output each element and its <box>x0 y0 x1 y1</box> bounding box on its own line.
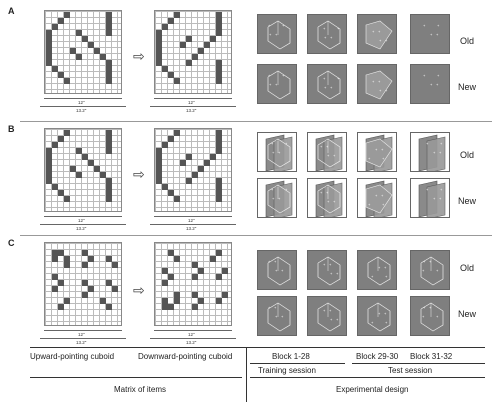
svg-text:+: + <box>275 314 278 319</box>
svg-text:+: + <box>385 88 388 93</box>
matrix-cell <box>82 262 88 268</box>
svg-text:+: + <box>436 314 439 319</box>
svg-text:+: + <box>330 271 333 276</box>
dimension-line <box>150 224 236 225</box>
stimulus-thumbnail <box>257 178 297 218</box>
svg-text:+: + <box>381 193 384 198</box>
matrix-cell <box>216 12 222 18</box>
row-label-old-c: Old <box>460 263 475 273</box>
matrix-cell <box>156 172 162 178</box>
dimension-label-outer: 13.2" <box>76 226 87 231</box>
arrow-c: ⇨ <box>133 282 145 298</box>
matrix-cell <box>216 196 222 202</box>
label-training-session: Training session <box>258 366 316 375</box>
matrix-cell <box>222 268 228 274</box>
stimulus-thumbnail <box>307 64 347 104</box>
bottom-rule-mid-test <box>352 363 485 364</box>
svg-text:+: + <box>337 76 340 81</box>
matrix-cell <box>156 30 162 36</box>
matrix-cell <box>216 274 222 280</box>
matrix-cell <box>174 12 180 18</box>
matrix-cell <box>216 148 222 154</box>
svg-text:+: + <box>430 32 433 37</box>
stimulus-thumbnail <box>257 296 297 336</box>
bottom-rule-lower-right <box>250 377 485 378</box>
matrix-cell <box>216 18 222 24</box>
svg-text:+: + <box>282 73 285 78</box>
matrix-cell <box>216 66 222 72</box>
matrix-cell <box>216 24 222 30</box>
svg-text:+: + <box>329 262 332 267</box>
stimulus-thumbnail <box>357 132 397 172</box>
label-block-31-32: Block 31-32 <box>410 352 453 361</box>
matrix-cell <box>186 178 192 184</box>
matrix-cell <box>174 256 180 262</box>
matrix-cell <box>64 78 70 84</box>
svg-text:+: + <box>336 271 339 276</box>
svg-text:+: + <box>274 305 277 310</box>
svg-text:+: + <box>378 265 381 270</box>
matrix-cell <box>186 154 192 160</box>
matrix-cell <box>210 256 216 262</box>
matrix-cell <box>216 184 222 190</box>
svg-text:+: + <box>371 320 374 325</box>
stimulus-thumbnail <box>257 14 297 54</box>
svg-text:+: + <box>323 76 326 81</box>
svg-text:+: + <box>382 156 385 161</box>
svg-text:+: + <box>423 259 426 264</box>
svg-text:+: + <box>371 274 374 279</box>
bottom-divider <box>246 348 247 402</box>
svg-text:+: + <box>382 202 385 207</box>
svg-text:+: + <box>439 196 442 201</box>
svg-text:+: + <box>269 32 272 37</box>
svg-text:+: + <box>323 26 326 31</box>
dimension-label-inner: 12" <box>78 218 85 223</box>
stimulus-thumbnail <box>307 14 347 54</box>
matrix-cell <box>76 172 82 178</box>
row-label-new-b: New <box>458 196 477 206</box>
matrix-cell <box>156 36 162 42</box>
item-matrix-grid <box>44 242 122 326</box>
svg-text:+: + <box>378 29 381 34</box>
svg-text:+: + <box>278 196 281 201</box>
svg-text:+: + <box>378 79 381 84</box>
stimulus-thumbnail <box>357 64 397 104</box>
dimension-label-inner: 12" <box>78 100 85 105</box>
matrix-cell <box>210 36 216 42</box>
svg-text:+: + <box>429 305 432 310</box>
svg-text:+: + <box>285 141 288 146</box>
bottom-rule-top <box>30 347 485 348</box>
matrix-cell <box>156 160 162 166</box>
stimulus-thumbnail <box>357 178 397 218</box>
label-block-1-28: Block 1-28 <box>272 352 310 361</box>
svg-text:+: + <box>426 187 429 192</box>
matrix-cell <box>156 60 162 66</box>
stimulus-thumbnail <box>410 178 450 218</box>
matrix-cell <box>88 256 94 262</box>
dimension-label-outer: 13.2" <box>76 340 87 345</box>
matrix-cell <box>186 36 192 42</box>
svg-text:+: + <box>375 193 378 198</box>
dimension-label-outer: 13.2" <box>186 226 197 231</box>
stimulus-thumbnail <box>410 296 450 336</box>
row-label-new-c: New <box>458 309 477 319</box>
panel-letter-a: A <box>8 6 15 16</box>
matrix-cell <box>174 130 180 136</box>
svg-text:+: + <box>330 317 333 322</box>
svg-text:+: + <box>324 85 327 90</box>
svg-text:+: + <box>323 262 326 267</box>
svg-text:+: + <box>275 82 278 87</box>
svg-text:+: + <box>271 141 274 146</box>
dimension-line <box>44 216 122 217</box>
matrix-cell <box>156 54 162 60</box>
matrix-cell <box>216 298 222 304</box>
matrix-cell <box>156 148 162 154</box>
matrix-cell <box>204 42 210 48</box>
matrix-cell <box>52 256 58 262</box>
svg-text:+: + <box>326 190 329 195</box>
matrix-cell <box>162 184 168 190</box>
stimulus-thumbnail <box>307 178 347 218</box>
stimulus-thumbnail <box>410 14 450 54</box>
stimulus-thumbnail <box>410 132 450 172</box>
dimension-line <box>154 216 232 217</box>
dimension-label-inner: 12" <box>188 218 195 223</box>
svg-text:+: + <box>372 29 375 34</box>
svg-text:+: + <box>375 147 378 152</box>
matrix-cell <box>168 136 174 142</box>
label-matrix-of-items: Matrix of items <box>114 385 167 394</box>
matrix-cell <box>106 78 112 84</box>
svg-text:+: + <box>271 187 274 192</box>
svg-text:+: + <box>422 314 425 319</box>
label-test-session: Test session <box>388 366 433 375</box>
bottom-rule-lower-left <box>30 377 242 378</box>
arrow-b: ⇨ <box>133 166 145 182</box>
matrix-cell <box>82 292 88 298</box>
svg-text:+: + <box>330 85 333 90</box>
stimulus-thumbnail <box>357 14 397 54</box>
matrix-cell <box>168 274 174 280</box>
matrix-cell <box>64 256 70 262</box>
matrix-cell <box>162 280 168 286</box>
dimension-label-inner: 12" <box>188 332 195 337</box>
svg-text:+: + <box>272 150 275 155</box>
matrix-cell <box>192 274 198 280</box>
label-upward-cuboid: Upward-pointing cuboid <box>30 352 115 361</box>
matrix-cell <box>64 262 70 268</box>
matrix-cell <box>168 72 174 78</box>
matrix-cell <box>162 24 168 30</box>
dimension-label-outer: 13.2" <box>76 108 87 113</box>
matrix-cell <box>216 130 222 136</box>
matrix-cell <box>216 136 222 142</box>
panel-letter-b: B <box>8 124 15 134</box>
svg-text:+: + <box>333 199 336 204</box>
item-matrix-grid <box>44 10 122 94</box>
svg-text:+: + <box>268 73 271 78</box>
svg-text:+: + <box>275 268 278 273</box>
svg-text:+: + <box>385 320 388 325</box>
matrix-cell <box>112 262 118 268</box>
dimension-line <box>44 330 122 331</box>
panel-separator-2 <box>20 235 492 236</box>
svg-text:+: + <box>327 199 330 204</box>
svg-text:+: + <box>422 268 425 273</box>
item-matrix-grid <box>154 10 232 94</box>
svg-text:+: + <box>423 23 426 28</box>
svg-text:+: + <box>440 141 443 146</box>
matrix-cell <box>216 60 222 66</box>
svg-text:+: + <box>329 308 332 313</box>
svg-text:+: + <box>384 265 387 270</box>
matrix-cell <box>52 24 58 30</box>
dimension-label-outer: 13.2" <box>186 340 197 345</box>
item-matrix-grid <box>154 128 232 212</box>
matrix-cell <box>58 304 64 310</box>
svg-text:+: + <box>268 259 271 264</box>
matrix-cell <box>168 304 174 310</box>
matrix-cell <box>52 286 58 292</box>
bottom-rule-mid-training <box>250 363 345 364</box>
item-matrix-grid <box>154 242 232 326</box>
matrix-cell <box>174 298 180 304</box>
svg-text:+: + <box>337 26 340 31</box>
item-matrix-grid <box>44 128 122 212</box>
svg-text:+: + <box>439 150 442 155</box>
label-downward-cuboid: Downward-pointing cuboid <box>138 352 233 361</box>
svg-text:+: + <box>423 305 426 310</box>
matrix-cell <box>216 178 222 184</box>
matrix-cell <box>192 262 198 268</box>
matrix-cell <box>192 304 198 310</box>
matrix-cell <box>156 166 162 172</box>
matrix-cell <box>162 66 168 72</box>
svg-text:+: + <box>326 144 329 149</box>
matrix-cell <box>106 30 112 36</box>
matrix-cell <box>174 196 180 202</box>
svg-text:+: + <box>324 35 327 40</box>
dimension-label-inner: 12" <box>78 332 85 337</box>
svg-text:+: + <box>436 268 439 273</box>
matrix-cell <box>180 160 186 166</box>
dimension-line <box>154 98 232 99</box>
svg-text:+: + <box>430 82 433 87</box>
stimulus-thumbnail <box>307 132 347 172</box>
svg-text:+: + <box>426 141 429 146</box>
panel-separator-1 <box>20 121 492 122</box>
svg-text:+: + <box>368 156 371 161</box>
svg-text:+: + <box>433 150 436 155</box>
svg-text:+: + <box>281 268 284 273</box>
stimulus-thumbnail <box>307 250 347 290</box>
dimension-line <box>40 106 126 107</box>
svg-text:+: + <box>436 32 439 37</box>
matrix-cell <box>76 30 82 36</box>
dimension-line <box>154 330 232 331</box>
dimension-line <box>150 106 236 107</box>
matrix-cell <box>210 154 216 160</box>
dimension-line <box>44 98 122 99</box>
svg-text:+: + <box>433 196 436 201</box>
matrix-cell <box>198 166 204 172</box>
matrix-cell <box>186 60 192 66</box>
stimulus-thumbnail <box>410 64 450 104</box>
matrix-cell <box>156 154 162 160</box>
svg-text:+: + <box>429 259 432 264</box>
svg-text:+: + <box>379 38 382 43</box>
matrix-cell <box>216 142 222 148</box>
svg-text:+: + <box>437 73 440 78</box>
matrix-cell <box>106 130 112 136</box>
matrix-cell <box>216 250 222 256</box>
svg-text:+: + <box>333 153 336 158</box>
svg-text:+: + <box>269 82 272 87</box>
svg-text:+: + <box>440 187 443 192</box>
matrix-cell <box>162 268 168 274</box>
matrix-cell <box>112 286 118 292</box>
matrix-cell <box>58 18 64 24</box>
row-label-old-b: Old <box>460 150 475 160</box>
svg-text:+: + <box>385 38 388 43</box>
svg-text:+: + <box>378 311 381 316</box>
matrix-cell <box>168 18 174 24</box>
svg-text:+: + <box>384 311 387 316</box>
stimulus-thumbnail <box>307 296 347 336</box>
matrix-cell <box>192 292 198 298</box>
dimension-label-outer: 13.2" <box>186 108 197 113</box>
matrix-cell <box>198 48 204 54</box>
label-experimental-design: Experimental design <box>336 385 409 394</box>
matrix-cell <box>52 142 58 148</box>
matrix-cell <box>156 48 162 54</box>
panel-letter-c: C <box>8 238 15 248</box>
dimension-label-inner: 12" <box>188 100 195 105</box>
matrix-cell <box>168 190 174 196</box>
matrix-cell <box>64 12 70 18</box>
svg-text:+: + <box>268 23 271 28</box>
matrix-cell <box>216 30 222 36</box>
matrix-cell <box>180 42 186 48</box>
row-label-old-a: Old <box>460 36 475 46</box>
arrow-a: ⇨ <box>133 48 145 64</box>
matrix-cell <box>162 142 168 148</box>
matrix-cell <box>58 136 64 142</box>
svg-text:+: + <box>268 305 271 310</box>
matrix-cell <box>76 148 82 154</box>
matrix-cell <box>64 298 70 304</box>
svg-text:+: + <box>385 274 388 279</box>
matrix-cell <box>222 292 228 298</box>
svg-text:+: + <box>327 153 330 158</box>
matrix-cell <box>198 268 204 274</box>
label-block-29-30: Block 29-30 <box>356 352 399 361</box>
matrix-cell <box>156 178 162 184</box>
dimension-line <box>150 338 236 339</box>
svg-text:+: + <box>372 79 375 84</box>
matrix-cell <box>198 298 204 304</box>
svg-text:+: + <box>278 150 281 155</box>
matrix-cell <box>106 12 112 18</box>
matrix-cell <box>106 196 112 202</box>
matrix-cell <box>106 148 112 154</box>
svg-text:+: + <box>320 144 323 149</box>
stimulus-thumbnail <box>357 250 397 290</box>
stimulus-thumbnail <box>257 250 297 290</box>
svg-text:+: + <box>368 202 371 207</box>
matrix-cell <box>168 250 174 256</box>
svg-text:+: + <box>282 23 285 28</box>
matrix-cell <box>204 160 210 166</box>
stimulus-thumbnail <box>257 132 297 172</box>
matrix-cell <box>174 78 180 84</box>
dimension-line <box>40 338 126 339</box>
svg-text:+: + <box>381 147 384 152</box>
matrix-cell <box>106 304 112 310</box>
row-label-new-a: New <box>458 82 477 92</box>
matrix-cell <box>76 54 82 60</box>
dimension-line <box>40 224 126 225</box>
matrix-cell <box>64 196 70 202</box>
svg-text:+: + <box>436 82 439 87</box>
svg-text:+: + <box>423 73 426 78</box>
svg-text:+: + <box>320 190 323 195</box>
matrix-cell <box>216 78 222 84</box>
matrix-cell <box>192 54 198 60</box>
svg-text:+: + <box>336 317 339 322</box>
stimulus-thumbnail <box>357 296 397 336</box>
svg-text:+: + <box>272 196 275 201</box>
matrix-cell <box>192 172 198 178</box>
svg-text:+: + <box>379 88 382 93</box>
svg-text:+: + <box>285 187 288 192</box>
svg-text:+: + <box>281 314 284 319</box>
svg-text:+: + <box>275 32 278 37</box>
matrix-cell <box>156 42 162 48</box>
svg-text:+: + <box>330 35 333 40</box>
matrix-cell <box>64 130 70 136</box>
stimulus-thumbnail <box>257 64 297 104</box>
svg-text:+: + <box>437 23 440 28</box>
stimulus-thumbnail <box>410 250 450 290</box>
matrix-cell <box>58 280 64 286</box>
svg-text:+: + <box>323 308 326 313</box>
matrix-cell <box>88 286 94 292</box>
svg-text:+: + <box>274 259 277 264</box>
